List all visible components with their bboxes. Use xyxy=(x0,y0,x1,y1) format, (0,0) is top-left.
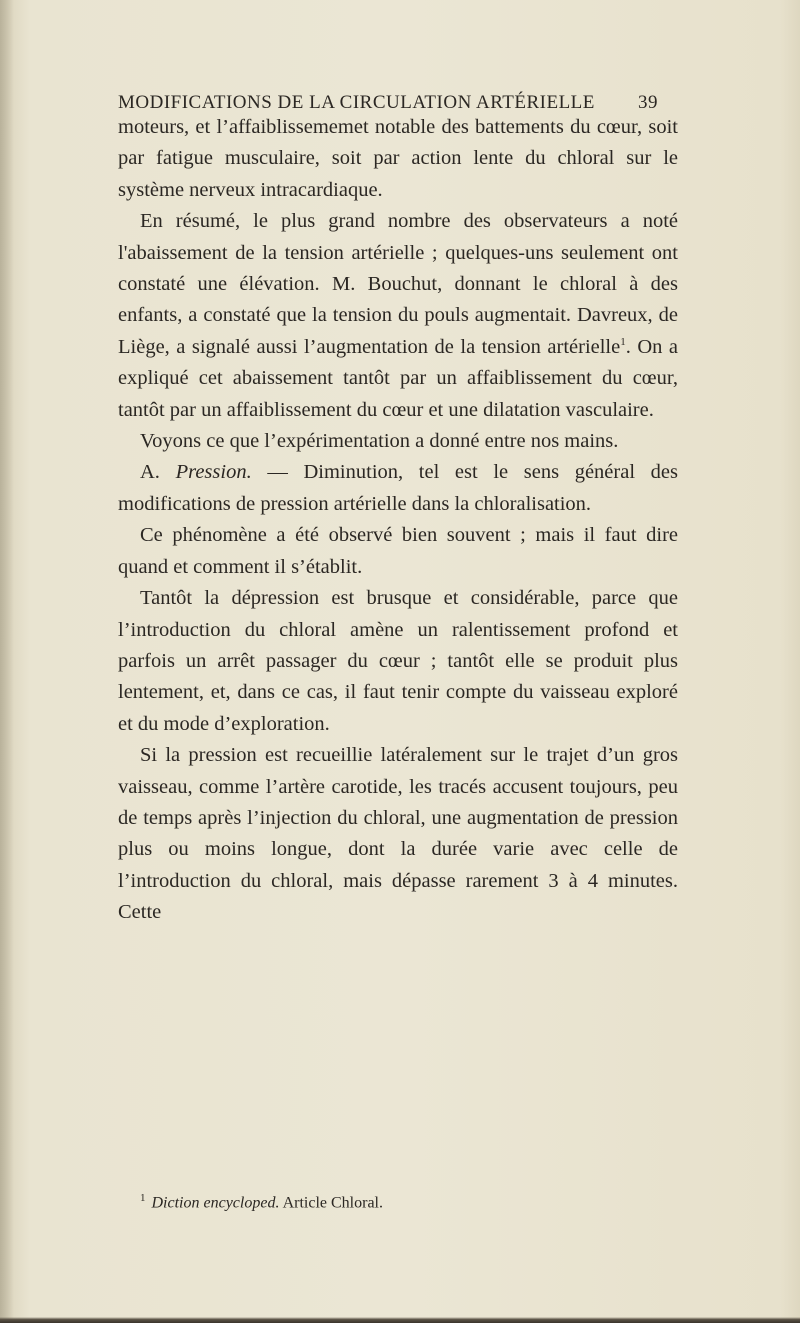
paragraph-2 xyxy=(118,206,678,426)
page-number: 39 xyxy=(638,92,658,113)
page-bottom-edge xyxy=(0,1317,800,1323)
binding-shadow xyxy=(0,0,14,1323)
paragraph-6-text: Tantôt la dépression est brusque et considérable, parce que l’introduction du chloral amène un ralentissement profond et parfois un arrêt passager du cœur ; tantôt elle se produit plus lentement, et, dans ce cas, il faut tenir compte du vaisseau exploré et du mode d’exploration. xyxy=(118,587,678,735)
paragraph-7 xyxy=(118,740,678,928)
paragraph-3 xyxy=(118,426,678,457)
paragraph-4 xyxy=(118,457,678,520)
paragraph-2-text-a: En résumé, le plus grand nombre des observateurs a noté l'abaissement de la tension artérielle ; quelques-uns seulement ont constaté une élévation. M. Bouchut, donnant le chloral à des enfants, a constaté que la tension du pouls augmentait. Davreux, de Liège, a signalé aussi l’augmentation de la tension artérielle xyxy=(118,210,678,358)
paragraph-5-text: Ce phénomène a été observé bien souvent ; mais il faut dire quand et comment il s’établit. xyxy=(118,524,678,578)
footnote-reference: 1 xyxy=(620,336,626,349)
footnote xyxy=(140,1192,660,1212)
section-label: A. xyxy=(140,461,176,484)
paragraph-1 xyxy=(118,112,678,206)
footnote-mark: 1 xyxy=(140,1192,146,1204)
running-title: MODIFICATIONS DE LA CIRCULATION ARTÉRIELLE xyxy=(118,92,595,113)
section-heading: Pression. xyxy=(175,461,252,484)
paragraph-2-text-b: . On a expliqué cet abaissement tantôt par un affaiblissement du cœur, tantôt par un affaiblissement du cœur et une dilatation vasculaire. xyxy=(118,335,679,421)
paragraph-7-text: Si la pression est recueillie latéralement sur le trajet d’un gros vaisseau, comme l’artère carotide, les tracés accusent toujours, peu de temps après l’injection du chloral, une augmentation de pression plus ou moins longue, dont la durée varie avec celle de l’introduction du chloral, mais dépasse rarement 3 à 4 minutes. Cette xyxy=(118,744,678,924)
paragraph-6 xyxy=(118,583,678,740)
body-text xyxy=(118,112,678,929)
paragraph-5 xyxy=(118,520,678,583)
paragraph-4-text: — Diminution, tel est le sens général des modifications de pression artérielle dans la chloralisation. xyxy=(118,461,678,515)
footnote-source: Diction encycloped. xyxy=(151,1194,280,1212)
paragraph-1-text: moteurs, et l’affaiblissememet notable des battements du cœur, soit par fatigue musculaire, soit par action lente du chloral sur le système nerveux intracardiaque. xyxy=(118,116,678,201)
paragraph-3-text: Voyons ce que l’expérimentation a donné entre nos mains. xyxy=(140,430,619,453)
footnote-text: Article Chloral. xyxy=(279,1194,383,1212)
